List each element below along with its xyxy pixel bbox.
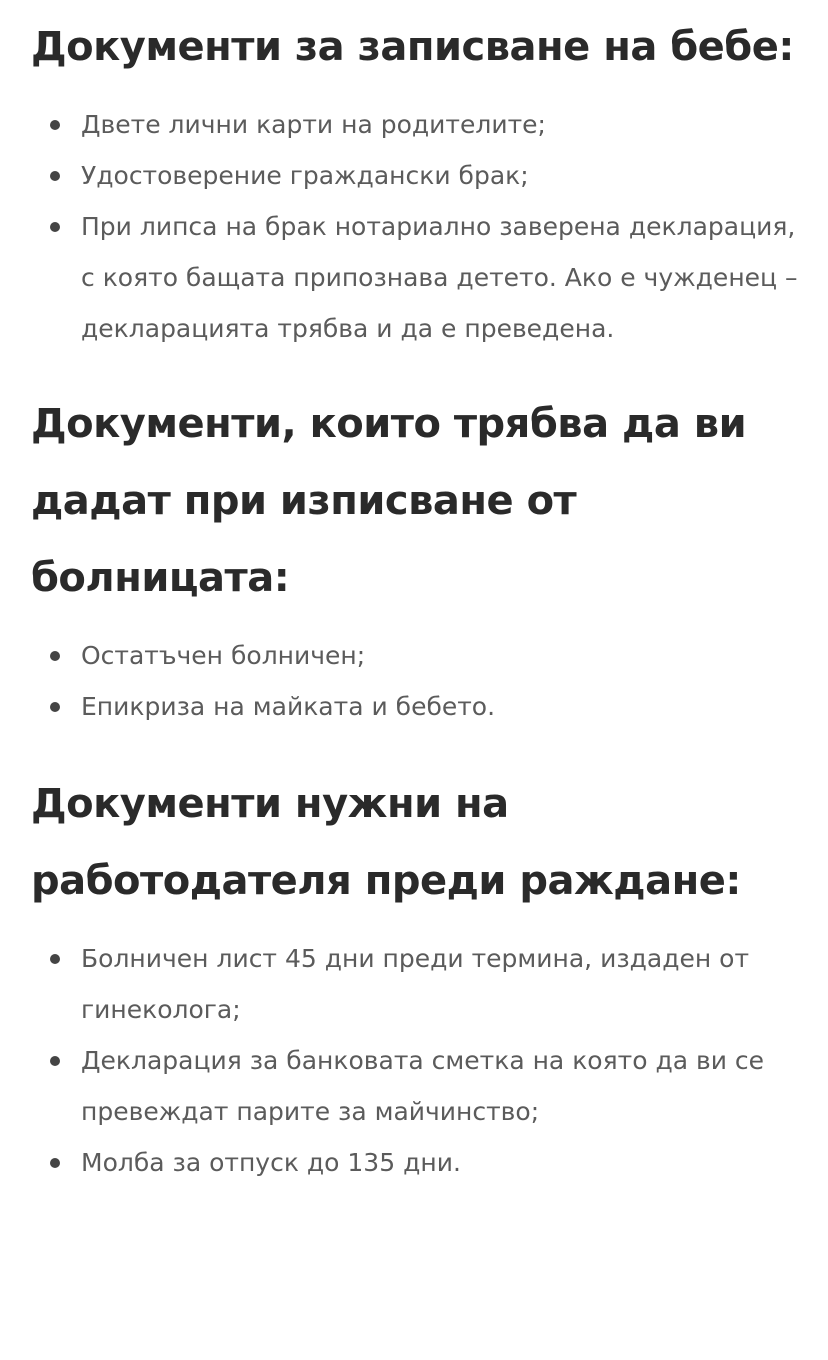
article-content (31, 0, 811, 1188)
list-item-text: Удостоверение граждански брак; (81, 161, 529, 190)
list-item-text: Двете лични карти на родителите; (81, 110, 546, 139)
section-baby-registration (31, 0, 811, 354)
bullet-list (31, 630, 811, 732)
list-item (31, 681, 811, 732)
list-item-text: Декларация за банковата сметка на която да ви се превеждат парите за майчинство; (81, 1046, 765, 1126)
list-item-text: При липса на брак нотариално заверена декларация, с която бащата припознава детето. Ако е чужденец – декларацията трябва и да е преведена. (81, 212, 798, 343)
bullet-icon (50, 171, 60, 181)
bullet-icon (50, 651, 60, 661)
list-item-text: Епикриза на майката и бебето. (81, 692, 496, 721)
section-title: Документи нужни на работодателя преди раждане: (31, 781, 741, 904)
bullet-icon (50, 120, 60, 130)
list-item (31, 1035, 811, 1137)
list-item (31, 201, 811, 354)
list-item-text: Остатъчен болничен; (81, 641, 366, 670)
list-item (31, 150, 811, 201)
bullet-icon (50, 222, 60, 232)
list-item (31, 933, 811, 1035)
section-title: Документи за записване на бебе: (31, 24, 794, 70)
list-item (31, 1137, 811, 1188)
bullet-icon (50, 702, 60, 712)
section-title: Документи, които трябва да ви дадат при изписване от болницата: (31, 401, 747, 601)
section-hospital-discharge (31, 386, 811, 732)
bullet-list (31, 99, 811, 354)
list-item-text: Болничен лист 45 дни преди термина, издаден от гинеколога; (81, 944, 750, 1024)
bullet-icon (50, 1158, 60, 1168)
section-employer-documents (31, 766, 811, 1188)
list-item (31, 630, 811, 681)
bullet-list (31, 933, 811, 1188)
list-item-text: Молба за отпуск до 135 дни. (81, 1148, 461, 1177)
bullet-icon (50, 1056, 60, 1066)
bullet-icon (50, 954, 60, 964)
list-item (31, 99, 811, 150)
